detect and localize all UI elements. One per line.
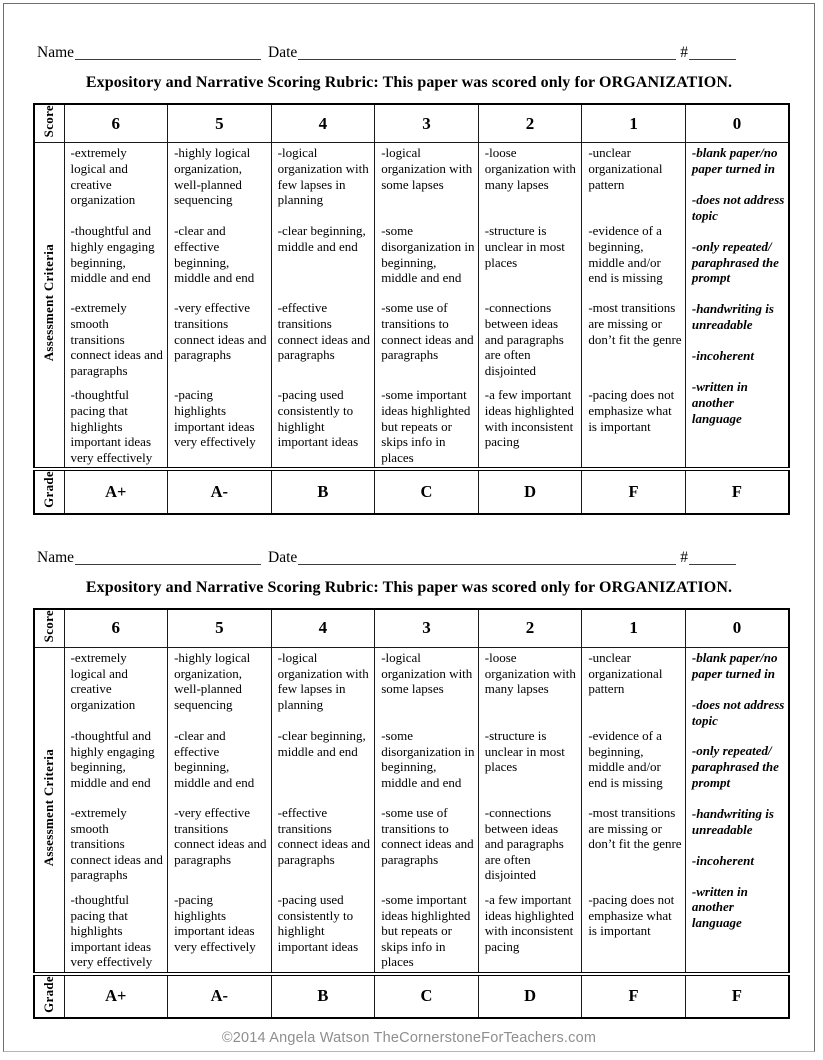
- criterion-text: -thoughtful pacing that highlights important ideas very effectively: [70, 892, 153, 970]
- score-header-row: [34, 609, 789, 648]
- criterion-text: -pacing does not emphasize what is important: [588, 387, 675, 434]
- criterion-text: -unclear organizational pattern: [588, 650, 663, 697]
- name-date-line: [37, 545, 736, 567]
- criterion-text: -some important ideas highlighted but repeats or skips info in places: [381, 892, 471, 970]
- criteria-cell-score-5: [168, 143, 272, 469]
- criterion-text: -connections between ideas and paragraphs are often disjointed: [484, 805, 564, 883]
- grade-cell-score-1: F: [582, 974, 686, 1019]
- grade-row: [34, 974, 789, 1019]
- name-blank-line: [75, 57, 261, 60]
- name-label: Name: [37, 548, 75, 566]
- criterion-text: -thoughtful and highly engaging beginning, middle and end: [70, 223, 155, 286]
- criterion-text: -extremely smooth transitions connect ideas and paragraphs: [70, 805, 163, 883]
- criterion-text: -does not address topic: [691, 192, 785, 223]
- criterion-text: -extremely logical and creative organization: [70, 650, 136, 712]
- rubric-sections-container: [4, 40, 814, 1019]
- criterion-text: -extremely smooth transitions connect ideas and paragraphs: [70, 300, 163, 378]
- score-row-label: Score: [41, 609, 57, 643]
- criterion-text: -loose organization with many lapses: [484, 145, 576, 192]
- criterion-text: -blank paper/no paper turned in: [691, 145, 778, 177]
- name-date-line: [37, 40, 736, 62]
- score-header-5: 5: [168, 104, 272, 143]
- date-label: Date: [268, 548, 298, 566]
- grade-cell-score-1: F: [582, 469, 686, 514]
- grade-cell-score-6: A+: [64, 974, 168, 1019]
- criterion-text: -some disorganization in beginning, middle and end: [381, 728, 475, 790]
- rubric-section-1: [4, 40, 814, 515]
- name-blank-line: [75, 562, 261, 565]
- score-header-6: 6: [64, 609, 168, 648]
- criteria-cell-score-6: [64, 143, 168, 469]
- grade-cell-score-2: D: [478, 469, 582, 514]
- criteria-cell-score-1: [582, 648, 686, 974]
- rubric-table: [33, 608, 790, 1020]
- rubric-table: [33, 103, 790, 515]
- criterion-text: -thoughtful and highly engaging beginning, middle and end: [70, 728, 155, 790]
- grade-cell-score-0: F: [685, 469, 789, 514]
- rubric-title: Expository and Narrative Scoring Rubric: This paper was scored only for ORGANIZATION.: [85, 578, 733, 596]
- score-row-label-cell: [34, 609, 64, 648]
- criterion-text: -handwriting is unreadable: [691, 301, 774, 333]
- criterion-text: -pacing does not emphasize what is important: [588, 892, 675, 939]
- grade-row: [34, 469, 789, 514]
- rubric-title: Expository and Narrative Scoring Rubric: This paper was scored only for ORGANIZATION.: [85, 74, 733, 91]
- criterion-text: -pacing highlights important ideas very effectively: [174, 892, 256, 954]
- score-header-row: [34, 104, 789, 143]
- number-blank-line: [689, 562, 736, 565]
- criterion-text: -clear beginning, middle and end: [277, 728, 366, 759]
- criterion-text: -most transitions are missing or don’t fit the genre: [588, 300, 682, 347]
- criterion-text: -incoherent: [691, 852, 754, 868]
- criterion-text: -highly logical organization, well-planned sequencing: [174, 145, 251, 208]
- date-blank-line: [298, 57, 676, 60]
- document-page: [3, 3, 815, 1052]
- grade-cell-score-2: D: [478, 974, 582, 1019]
- score-header-0: 0: [685, 104, 789, 143]
- score-header-1: 1: [582, 104, 686, 143]
- score-header-5: 5: [168, 609, 272, 648]
- score-row-label-cell: [34, 104, 64, 143]
- criterion-text: -a few important ideas highlighted with inconsistent pacing: [484, 387, 574, 450]
- criterion-text: -unclear organizational pattern: [588, 145, 663, 192]
- score-header-0: 0: [685, 609, 789, 648]
- criterion-text: -structure is unclear in most places: [484, 728, 565, 775]
- criterion-text: -most transitions are missing or don’t fit the genre: [588, 805, 682, 852]
- score-header-4: 4: [271, 104, 375, 143]
- grade-cell-score-3: C: [375, 974, 479, 1019]
- criterion-text: -logical organization with some lapses: [381, 650, 473, 697]
- score-header-6: 6: [64, 104, 168, 143]
- assessment-criteria-row: [34, 143, 789, 469]
- criteria-row-label: Assessment Criteria: [41, 243, 57, 362]
- criterion-text: -effective transitions connect ideas and paragraphs: [277, 805, 371, 867]
- grade-row-label: Grade: [41, 470, 57, 508]
- criterion-text: -some use of transitions to connect ideas and paragraphs: [381, 300, 474, 363]
- criterion-text: -some disorganization in beginning, middle and end: [381, 223, 475, 286]
- grade-row-label: Grade: [41, 975, 57, 1013]
- criterion-text: -incoherent: [691, 348, 754, 364]
- criteria-row-label-cell: [34, 143, 64, 469]
- criterion-text: -written in another language: [691, 883, 748, 931]
- criterion-text: -highly logical organization, well-planned sequencing: [174, 650, 251, 712]
- criterion-text: -written in another language: [691, 378, 748, 426]
- date-label: Date: [268, 44, 298, 61]
- criteria-cell-score-3: [375, 648, 479, 974]
- criterion-text: -loose organization with many lapses: [484, 650, 576, 697]
- footer-credit: ©2014 Angela Watson TheCornerstoneForTeachers.com: [221, 1030, 597, 1046]
- date-blank-line: [298, 562, 676, 565]
- grade-cell-score-0: F: [685, 974, 789, 1019]
- criteria-cell-score-0: [685, 648, 789, 974]
- criterion-text: -thoughtful pacing that highlights important ideas very effectively: [70, 387, 153, 465]
- criterion-text: -logical organization with few lapses in planning: [277, 650, 369, 712]
- criterion-text: -extremely logical and creative organization: [70, 145, 136, 208]
- criterion-text: -blank paper/no paper turned in: [691, 650, 778, 681]
- criterion-text: -clear and effective beginning, middle and end: [174, 728, 255, 790]
- number-label: #: [680, 548, 688, 566]
- grade-row-label-cell: [34, 974, 64, 1019]
- criteria-cell-score-4: [271, 143, 375, 469]
- grade-row-label-cell: [34, 469, 64, 514]
- score-header-3: 3: [375, 104, 479, 143]
- criterion-text: -handwriting is unreadable: [691, 806, 774, 837]
- score-header-2: 2: [478, 609, 582, 648]
- score-header-1: 1: [582, 609, 686, 648]
- name-label: Name: [37, 44, 75, 61]
- criteria-cell-score-4: [271, 648, 375, 974]
- score-row-label: Score: [41, 105, 57, 138]
- criteria-cell-score-0: [685, 143, 789, 469]
- criteria-cell-score-1: [582, 143, 686, 469]
- criterion-text: -pacing used consistently to highlight important ideas: [277, 892, 359, 954]
- criterion-text: -very effective transitions connect ideas and paragraphs: [174, 300, 267, 363]
- criterion-text: -connections between ideas and paragraphs are often disjointed: [484, 300, 564, 378]
- criterion-text: -a few important ideas highlighted with inconsistent pacing: [484, 892, 574, 954]
- criterion-text: -some important ideas highlighted but repeats or skips info in places: [381, 387, 471, 465]
- criterion-text: -does not address topic: [691, 696, 785, 728]
- criteria-cell-score-2: [478, 143, 582, 469]
- grade-cell-score-6: A+: [64, 469, 168, 514]
- criterion-text: -only repeated/ paraphrased the prompt: [691, 743, 779, 791]
- grade-cell-score-5: A-: [168, 974, 272, 1019]
- criterion-text: -evidence of a beginning, middle and/or end is missing: [588, 728, 663, 790]
- criterion-text: -very effective transitions connect ideas and paragraphs: [174, 805, 267, 867]
- rubric-section-2: [4, 545, 814, 1020]
- criterion-text: -evidence of a beginning, middle and/or end is missing: [588, 223, 663, 286]
- criterion-text: -logical organization with few lapses in planning: [277, 145, 369, 208]
- criterion-text: -pacing used consistently to highlight important ideas: [277, 387, 359, 450]
- criterion-text: -pacing highlights important ideas very effectively: [174, 387, 256, 450]
- criteria-cell-score-2: [478, 648, 582, 974]
- criteria-row-label: Assessment Criteria: [41, 748, 57, 866]
- criteria-cell-score-5: [168, 648, 272, 974]
- criterion-text: -effective transitions connect ideas and paragraphs: [277, 300, 371, 363]
- grade-cell-score-4: B: [271, 974, 375, 1019]
- grade-cell-score-4: B: [271, 469, 375, 514]
- criterion-text: -clear beginning, middle and end: [277, 223, 366, 254]
- criteria-cell-score-3: [375, 143, 479, 469]
- score-header-4: 4: [271, 609, 375, 648]
- score-header-3: 3: [375, 609, 479, 648]
- number-label: #: [680, 44, 688, 61]
- criterion-text: -structure is unclear in most places: [484, 223, 565, 270]
- criteria-row-label-cell: [34, 648, 64, 974]
- grade-cell-score-5: A-: [168, 469, 272, 514]
- grade-cell-score-3: C: [375, 469, 479, 514]
- criterion-text: -clear and effective beginning, middle and end: [174, 223, 255, 286]
- number-blank-line: [689, 57, 736, 60]
- criterion-text: -only repeated/ paraphrased the prompt: [691, 238, 779, 286]
- criteria-cell-score-6: [64, 648, 168, 974]
- score-header-2: 2: [478, 104, 582, 143]
- criterion-text: -logical organization with some lapses: [381, 145, 473, 192]
- assessment-criteria-row: [34, 648, 789, 974]
- criterion-text: -some use of transitions to connect ideas and paragraphs: [381, 805, 474, 867]
